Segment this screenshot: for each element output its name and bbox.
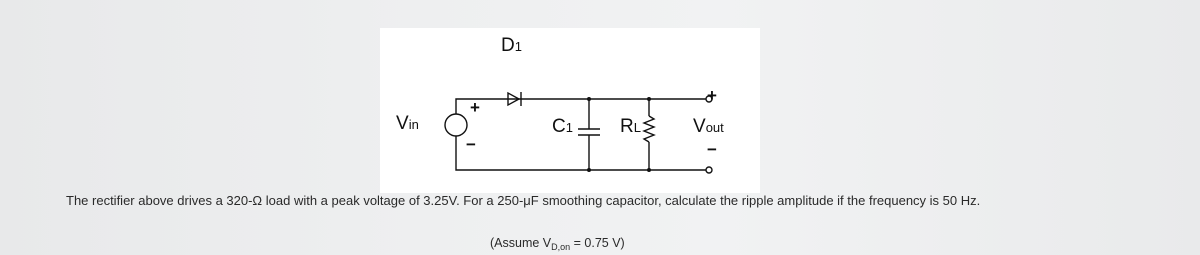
vout-terminal-bottom — [706, 167, 712, 173]
assume-subscript: D,on — [551, 242, 571, 252]
bottom-wire — [456, 136, 706, 170]
vout-plus-sign: + — [707, 86, 717, 105]
resistor-zigzag — [644, 116, 654, 142]
resistor-label: RL — [620, 116, 641, 137]
junction-dot — [647, 97, 651, 101]
junction-dot — [587, 97, 591, 101]
diode-label: D1 — [501, 35, 522, 56]
vout-label: Vout — [693, 116, 724, 137]
diode-symbol — [508, 92, 525, 106]
voltage-source-symbol — [445, 114, 467, 136]
vout-minus-sign: − — [707, 140, 717, 159]
circuit-diagram — [380, 28, 760, 193]
top-wire — [456, 99, 508, 114]
vin-label: Vin — [396, 113, 419, 134]
assume-suffix: = 0.75 V) — [570, 236, 625, 250]
assume-prefix: (Assume V — [490, 236, 552, 250]
question-text: The rectifier above drives a 320-Ω load with a peak voltage of 3.25V. For a 250-μF smoothing capacitor, calculate the ripple amplitude if the frequency is 50 Hz. — [66, 193, 981, 208]
assumption-note — [490, 236, 625, 250]
junction-dot — [587, 168, 591, 172]
vin-plus-sign: + — [470, 98, 480, 117]
circuit-schematic — [380, 28, 760, 193]
junction-dot — [647, 168, 651, 172]
capacitor-label: C1 — [552, 116, 573, 137]
vin-minus-sign: − — [466, 135, 476, 154]
